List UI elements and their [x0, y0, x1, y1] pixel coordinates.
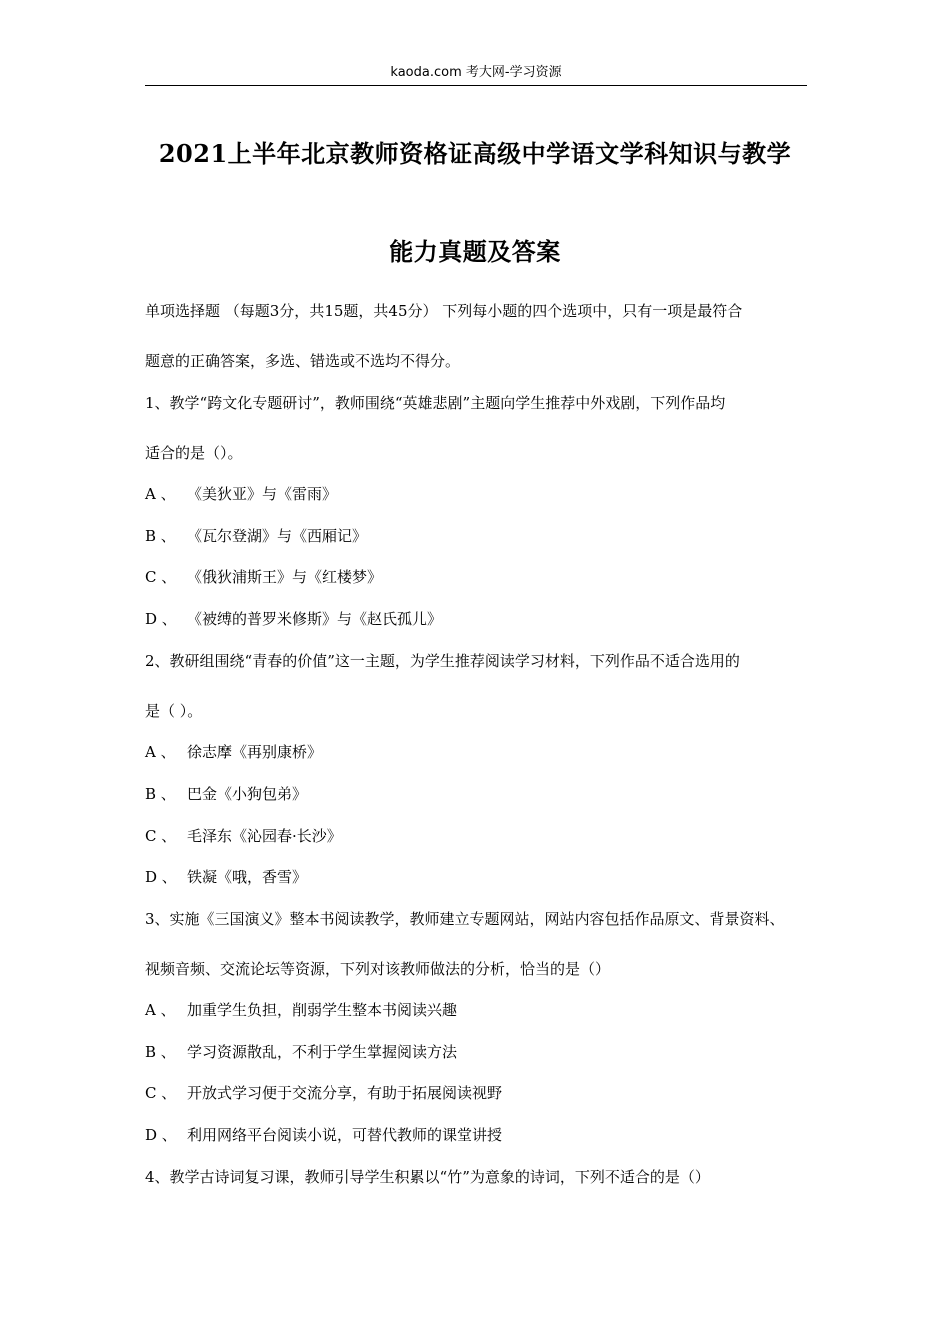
option-text: 《美狄亚》与《雷雨》: [187, 485, 338, 503]
question-2-option-b: [145, 784, 307, 804]
question-1-option-c: [145, 567, 382, 587]
question-3-option-a: [145, 1000, 457, 1020]
question-4-stem-line-1: 4、教学古诗词复习课，教师引导学生积累以“竹”为意象的诗词，下列不适合的是（）: [145, 1168, 710, 1186]
option-letter: C 、: [145, 827, 177, 845]
question-1-option-b: [145, 526, 367, 546]
question-2-stem-line-1: 2、教研组围绕“青春的价值”这一主题，为学生推荐阅读学习材料，下列作品不适合选用的: [145, 652, 740, 670]
option-letter: B 、: [145, 785, 176, 803]
document-title-line-1: 2021上半年北京教师资格证高级中学语文学科知识与教学: [158, 139, 792, 168]
option-text: 《被缚的普罗米修斯》与《赵氏孤儿》: [187, 610, 443, 628]
question-1-option-a: [145, 484, 337, 504]
option-letter: D 、: [145, 868, 177, 886]
question-3-stem-line-1: 3、实施《三国演义》整本书阅读教学，教师建立专题网站，网站内容包括作品原文、背景资料、: [145, 910, 785, 928]
option-text: 《俄狄浦斯王》与《红楼梦》: [187, 568, 383, 586]
option-text: 毛泽东《沁园春·长沙》: [187, 827, 342, 845]
option-letter: C 、: [145, 1084, 177, 1102]
option-text: 开放式学习便于交流分享，有助于拓展阅读视野: [187, 1084, 503, 1102]
question-2-option-a: [145, 742, 322, 762]
option-text: 利用网络平台阅读小说，可替代教师的课堂讲授: [187, 1126, 503, 1144]
intro-line-2: 题意的正确答案，多选、错选或不选均不得分。: [145, 352, 461, 370]
question-1-stem-line-1: 1、教学“跨文化专题研讨”，教师围绕“英雄悲剧”主题向学生推荐中外戏剧，下列作品均: [145, 394, 726, 412]
page-header: kaoda.com 考大网-学习资源: [390, 65, 562, 80]
question-2-stem-line-2: 是（ ）。: [145, 702, 203, 720]
question-1-option-d: [145, 609, 442, 629]
option-letter: B 、: [145, 527, 176, 545]
option-letter: D 、: [145, 1126, 177, 1144]
question-3-option-c: [145, 1083, 502, 1103]
option-letter: C 、: [145, 568, 177, 586]
option-text: 学习资源散乱，不利于学生掌握阅读方法: [187, 1043, 458, 1061]
question-3-option-d: [145, 1125, 502, 1145]
header-divider: [145, 85, 807, 86]
question-3-option-b: [145, 1042, 457, 1062]
question-1-stem-line-2: 适合的是（）。: [145, 444, 243, 462]
option-letter: A 、: [145, 485, 176, 503]
option-text: 《瓦尔登湖》与《西厢记》: [187, 527, 368, 545]
option-letter: B 、: [145, 1043, 176, 1061]
option-letter: A 、: [145, 743, 176, 761]
intro-line-1: 单项选择题 （每题3分，共15题，共45分） 下列每小题的四个选项中，只有一项是最符合: [145, 302, 743, 320]
question-3-stem-line-2: 视频音频、交流论坛等资源，下列对该教师做法的分析，恰当的是（）: [145, 960, 611, 978]
document-title-line-2: 能力真题及答案: [389, 237, 561, 266]
option-letter: D 、: [145, 610, 177, 628]
question-2-option-c: [145, 826, 342, 846]
question-2-option-d: [145, 867, 307, 887]
option-text: 铁凝《哦，香雪》: [187, 868, 308, 886]
option-text: 加重学生负担，削弱学生整本书阅读兴趣: [187, 1001, 458, 1019]
option-text: 徐志摩《再别康桥》: [187, 743, 323, 761]
option-text: 巴金《小狗包弟》: [187, 785, 308, 803]
option-letter: A 、: [145, 1001, 176, 1019]
